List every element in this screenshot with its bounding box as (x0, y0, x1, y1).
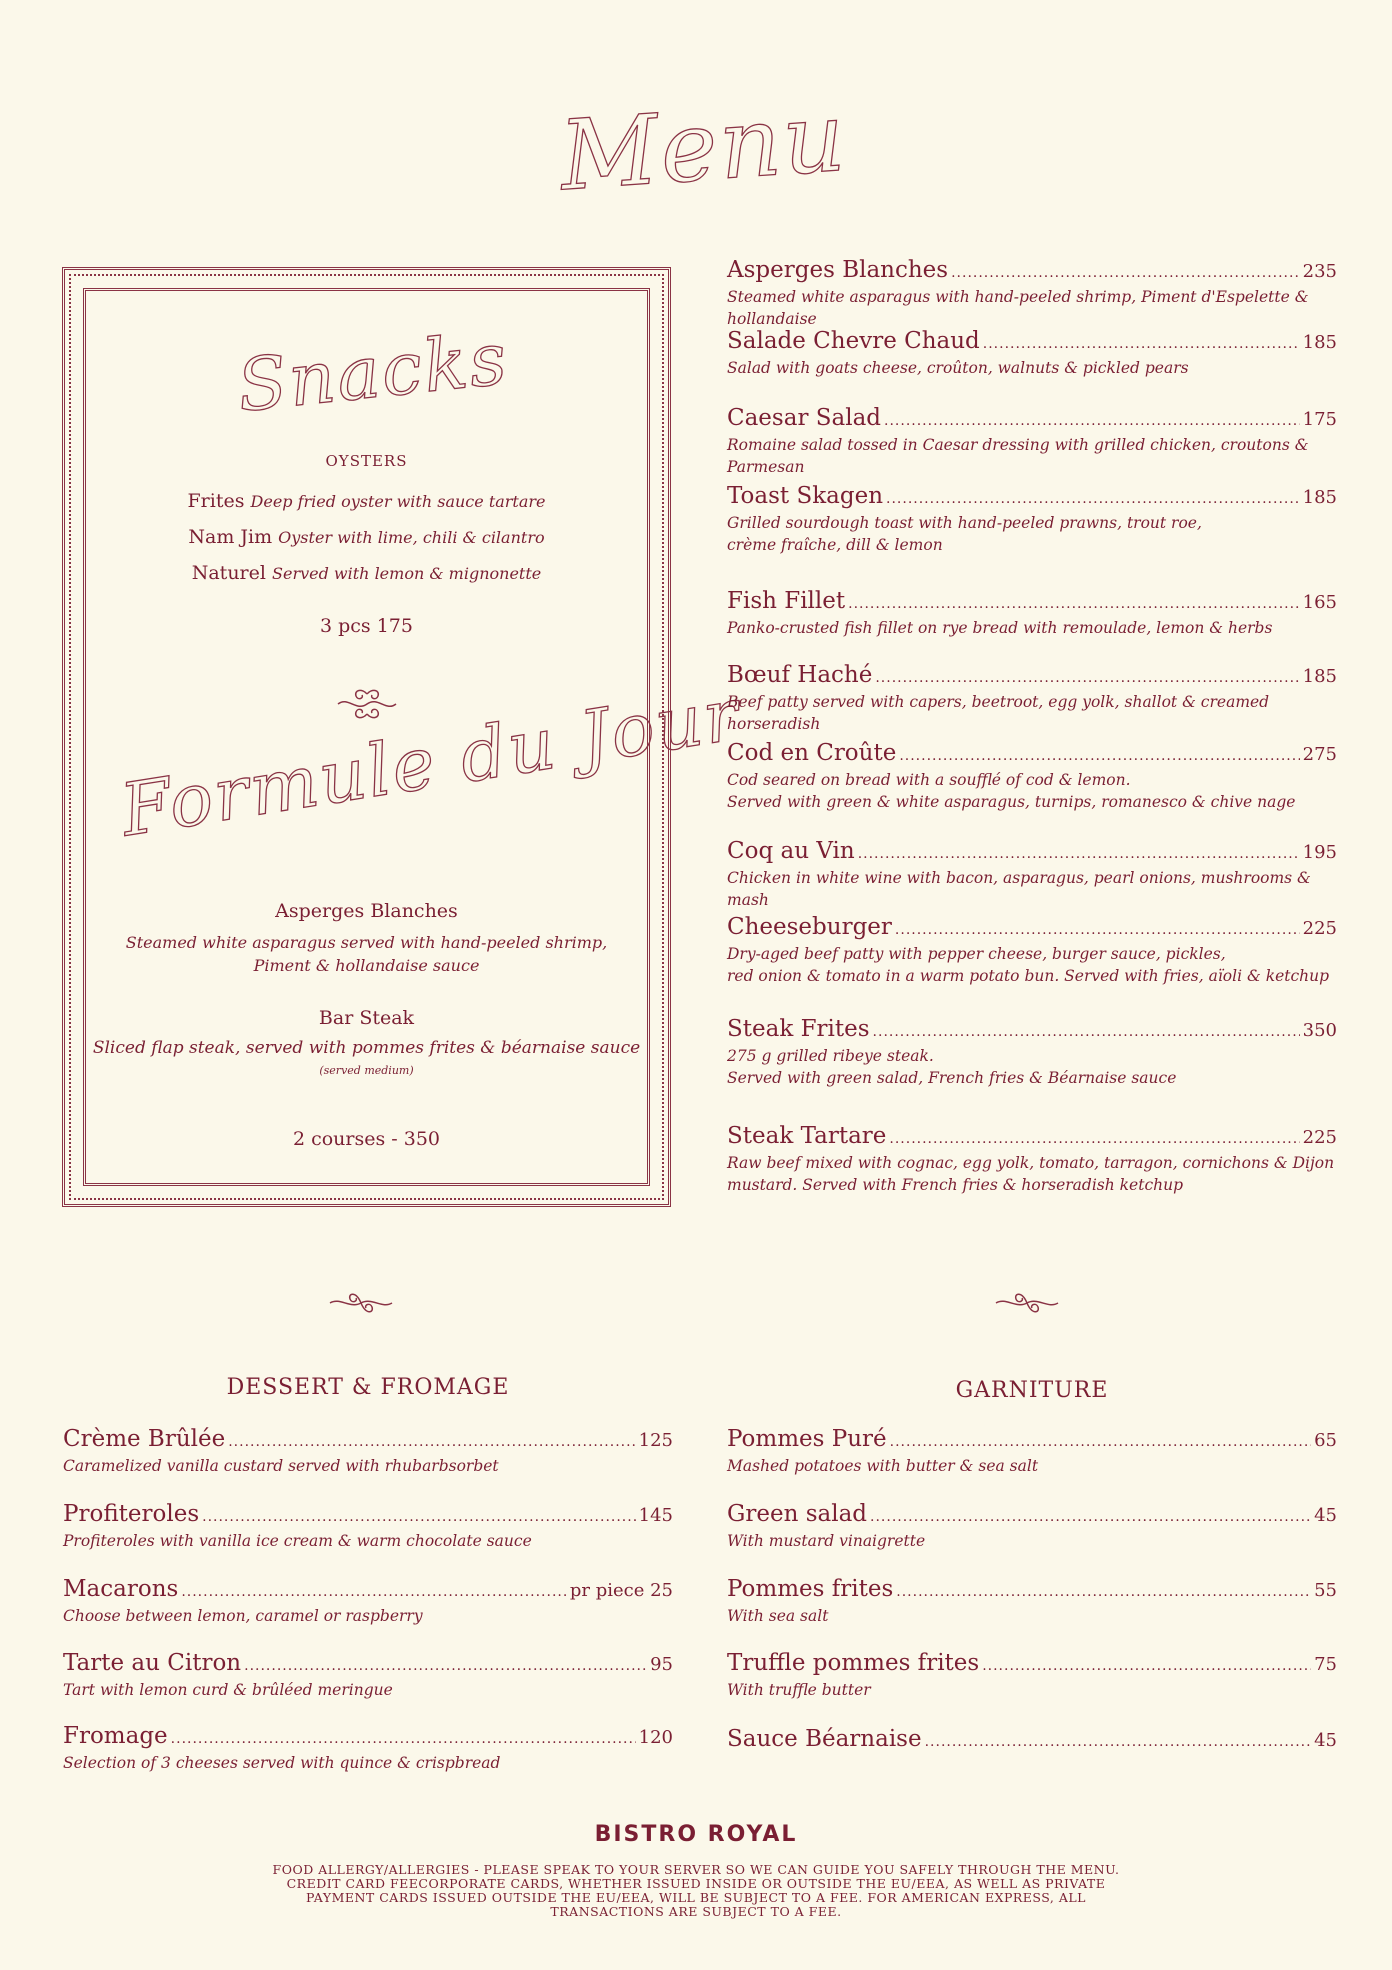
menu-item (63, 1722, 673, 1774)
dot-leader (899, 747, 1299, 765)
menu-item-price: 350 (1302, 1020, 1337, 1041)
menu-item-head (727, 1649, 1337, 1679)
menu-item-name: Crème Brûlée (63, 1426, 226, 1452)
menu-item-desc: Romaine salad tossed in Caesar dressing with grilled chicken, croutons & Parmesan (727, 436, 1309, 476)
menu-item-name: Macarons (63, 1576, 179, 1602)
menu-item (727, 256, 1337, 330)
menu-item (727, 837, 1337, 911)
menu-item-name: Bœuf Haché (727, 662, 873, 688)
snacks-title: Snacks (233, 316, 513, 428)
menu-item-price: 95 (650, 1654, 673, 1675)
menu-item-head (727, 1500, 1337, 1530)
menu-item-name: Cod en Croûte (727, 740, 897, 766)
menu-item-desc: Beef patty served with capers, beetroot, egg yolk, shallot & creamed horseradish (727, 693, 1270, 733)
flourish-ornament-icon (332, 686, 402, 722)
menu-item-name: Fish Fillet (727, 588, 846, 614)
formule-item-desc: Sliced flap steak, served with pommes frites & béarnaise sauce (92, 1038, 641, 1058)
menu-item-name: Caesar Salad (727, 405, 882, 431)
menu-item (727, 327, 1337, 379)
oyster-desc: Deep fried oyster with sauce tartare (250, 492, 546, 511)
menu-item-head (727, 1122, 1337, 1152)
menu-item-name: Coq au Vin (727, 838, 855, 864)
menu-item-desc: Mashed potatoes with butter & sea salt (727, 1457, 1039, 1475)
menu-item-name: Steak Frites (727, 1016, 870, 1042)
menu-item-price: 175 (1302, 409, 1337, 430)
footer-line: FOOD ALLERGY/ALLERGIES - PLEASE SPEAK TO YOUR SERVER SO WE CAN GUIDE YOU SAFELY THROUGH THE MENU. (272, 1862, 1120, 1877)
menu-item (727, 1725, 1337, 1755)
menu-item-price: 195 (1302, 842, 1337, 863)
menu-item (727, 1575, 1337, 1627)
menu-item-price: 120 (638, 1727, 673, 1748)
menu-item-head (727, 256, 1337, 286)
dot-leader (951, 264, 1300, 282)
menu-item-name: Fromage (63, 1723, 168, 1749)
menu-item-price: pr piece 25 (569, 1580, 673, 1601)
menu-item-head (727, 661, 1337, 691)
menu-item (727, 404, 1337, 478)
menu-item-price: 75 (1314, 1654, 1337, 1675)
menu-item-name: Tarte au Citron (63, 1650, 242, 1676)
menu-item-desc: Tart with lemon curd & brûléed meringue (63, 1681, 393, 1699)
footer-line: PAYMENT CARDS ISSUED OUTSIDE THE EU/EEA, WILL BE SUBJECT TO A FEE. FOR AMERICAN EXPRESS, ALL (306, 1890, 1086, 1905)
menu-item-head (63, 1500, 673, 1530)
menu-item (63, 1649, 673, 1701)
formule-price: 2 courses - 350 (292, 1128, 441, 1150)
menu-item-head (727, 837, 1337, 867)
oysters-price: 3 pcs 175 (320, 615, 413, 637)
menu-item-head (727, 1015, 1337, 1045)
menu-item-name: Pommes Puré (727, 1426, 887, 1452)
menu-item-head (63, 1722, 673, 1752)
dot-leader (848, 595, 1300, 613)
menu-item-name: Toast Skagen (727, 483, 884, 509)
menu-item-desc: Raw beef mixed with cognac, egg yolk, tomato, tarragon, cornichons & Dijon mustard. Served with French fries & horseradish ketchup (727, 1154, 1335, 1194)
oysters-heading: OYSTERS (325, 452, 408, 470)
menu-item-desc: With truffle butter (727, 1681, 871, 1699)
menu-item-head (63, 1575, 673, 1605)
dot-leader (870, 1508, 1311, 1526)
menu-item-price: 45 (1314, 1505, 1337, 1526)
dot-leader (202, 1508, 636, 1526)
menu-title: Menu (556, 80, 851, 213)
menu-item (63, 1425, 673, 1477)
menu-item (727, 1500, 1337, 1552)
formule-item-desc: Steamed white asparagus served with hand-peeled shrimp, (125, 933, 608, 952)
dot-leader (873, 1023, 1300, 1041)
dessert-heading: DESSERT & FROMAGE (226, 1375, 510, 1400)
menu-item-price: 225 (1302, 1127, 1337, 1148)
dot-leader (896, 1583, 1311, 1601)
oyster-item (62, 526, 671, 548)
menu-item-name: Green salad (727, 1501, 868, 1527)
dot-leader (244, 1657, 647, 1675)
oyster-name: Naturel (191, 562, 266, 584)
menu-item-desc: 275 g grilled ribeye steak. Served with green salad, French fries & Béarnaise sauce (727, 1047, 1177, 1087)
menu-item-price: 225 (1302, 918, 1337, 939)
menu-item (727, 1122, 1337, 1196)
menu-item-head (63, 1649, 673, 1679)
oyster-item (62, 490, 671, 512)
menu-item-head (727, 327, 1337, 357)
menu-item-desc: Steamed white asparagus with hand-peeled shrimp, Piment d'Espelette & hollandaise (727, 288, 1309, 328)
menu-item-name: Pommes frites (727, 1576, 894, 1602)
menu-item (727, 1015, 1337, 1089)
menu-item-desc: Chicken in white wine with bacon, asparagus, pearl onions, mushrooms & mash (727, 869, 1311, 909)
dot-leader (875, 669, 1299, 687)
dot-leader (884, 412, 1300, 430)
menu-item-price: 65 (1314, 1430, 1337, 1451)
menu-item (727, 1425, 1337, 1477)
dot-leader (181, 1583, 567, 1601)
dot-leader (895, 921, 1300, 939)
formule-item-note: (served medium) (319, 1064, 414, 1077)
dot-leader (890, 1433, 1311, 1451)
menu-item-head (727, 913, 1337, 943)
menu-item-price: 185 (1302, 666, 1337, 687)
menu-item-price: 275 (1302, 744, 1337, 765)
menu-item-desc: Caramelized vanilla custard served with rhubarbsorbet (63, 1457, 499, 1475)
menu-item-desc: Cod seared on bread with a soufflé of cod & lemon. Served with green & white asparagus, turnips, romanesco & chive nage (727, 771, 1296, 811)
menu-item-desc: Selection of 3 cheeses served with quince & crispbread (63, 1754, 501, 1772)
menu-item-name: Asperges Blanches (727, 257, 949, 283)
oyster-item (62, 562, 671, 584)
menu-item-head (727, 1575, 1337, 1605)
menu-item (63, 1575, 673, 1627)
menu-item-price: 185 (1302, 332, 1337, 353)
menu-item-desc: With mustard vinaigrette (727, 1532, 926, 1550)
menu-item (63, 1500, 673, 1552)
menu-item (727, 482, 1337, 556)
menu-item-price: 235 (1302, 261, 1337, 282)
flourish-ornament-icon (992, 1285, 1062, 1321)
menu-item-price: 145 (638, 1505, 673, 1526)
footer-notice (220, 1863, 1172, 1919)
footer-line: CREDIT CARD FEECORPORATE CARDS, WHETHER ISSUED INSIDE OR OUTSIDE THE EU/EEA, AS WELL AS PRIVATE (286, 1876, 1106, 1891)
menu-item-desc: Profiteroles with vanilla ice cream & warm chocolate sauce (63, 1532, 532, 1550)
menu-item (727, 587, 1337, 639)
menu-item-head (727, 404, 1337, 434)
menu-item (727, 661, 1337, 735)
menu-item-price: 45 (1314, 1730, 1337, 1751)
brand-name: BISTRO ROYAL (594, 1822, 798, 1847)
menu-item (727, 739, 1337, 813)
menu-item (727, 913, 1337, 987)
footer-line: TRANSACTIONS ARE SUBJECT TO A FEE. (550, 1904, 842, 1919)
dot-leader (886, 490, 1300, 508)
menu-item-price: 165 (1302, 592, 1337, 613)
menu-item-desc: Panko-crusted fish fillet on rye bread with remoulade, lemon & herbs (727, 619, 1273, 637)
menu-item-desc: Dry-aged beef patty with pepper cheese, burger sauce, pickles, red onion & tomato in a warm potato bun. Served with fries, aïoli & ketchup (727, 945, 1330, 985)
formule-item-desc: Piment & hollandaise sauce (253, 956, 480, 975)
menu-item-desc: With sea salt (727, 1607, 829, 1625)
menu-item-head (63, 1425, 673, 1455)
menu-item-price: 125 (638, 1430, 673, 1451)
menu-item-name: Salade Chevre Chaud (727, 328, 980, 354)
menu-item-head (727, 1725, 1337, 1755)
menu-item-desc: Salad with goats cheese, croûton, walnuts & pickled pears (727, 359, 1189, 377)
oyster-desc: Oyster with lime, chili & cilantro (278, 528, 545, 547)
dot-leader (858, 845, 1300, 863)
oyster-name: Frites (187, 490, 245, 512)
menu-item-head (727, 482, 1337, 512)
dot-leader (982, 1657, 1311, 1675)
dot-leader (925, 1733, 1311, 1751)
menu-item (727, 1649, 1337, 1701)
oyster-desc: Served with lemon & mignonette (272, 564, 542, 583)
garniture-heading: GARNITURE (955, 1378, 1109, 1403)
dot-leader (171, 1730, 636, 1748)
flourish-ornament-icon (326, 1285, 396, 1321)
formule-item-name: Asperges Blanches (275, 900, 458, 922)
menu-item-price: 55 (1314, 1580, 1337, 1601)
menu-item-head (727, 739, 1337, 769)
formule-item-name: Bar Steak (318, 1007, 415, 1029)
formule-title: Formule du Jour (115, 671, 747, 853)
dot-leader (983, 335, 1300, 353)
menu-item-name: Profiteroles (63, 1501, 200, 1527)
menu-item-price: 185 (1302, 487, 1337, 508)
dot-leader (889, 1130, 1299, 1148)
oyster-name: Nam Jim (188, 526, 273, 548)
menu-item-name: Sauce Béarnaise (727, 1726, 922, 1752)
menu-item-desc: Grilled sourdough toast with hand-peeled prawns, trout roe, crème fraîche, dill & lemon (727, 514, 1202, 554)
menu-item-name: Truffle pommes frites (727, 1650, 980, 1676)
menu-item-head (727, 1425, 1337, 1455)
menu-item-desc: Choose between lemon, caramel or raspberry (63, 1607, 423, 1625)
menu-item-name: Steak Tartare (727, 1123, 887, 1149)
menu-item-head (727, 587, 1337, 617)
dot-leader (228, 1433, 635, 1451)
menu-item-name: Cheeseburger (727, 914, 892, 940)
